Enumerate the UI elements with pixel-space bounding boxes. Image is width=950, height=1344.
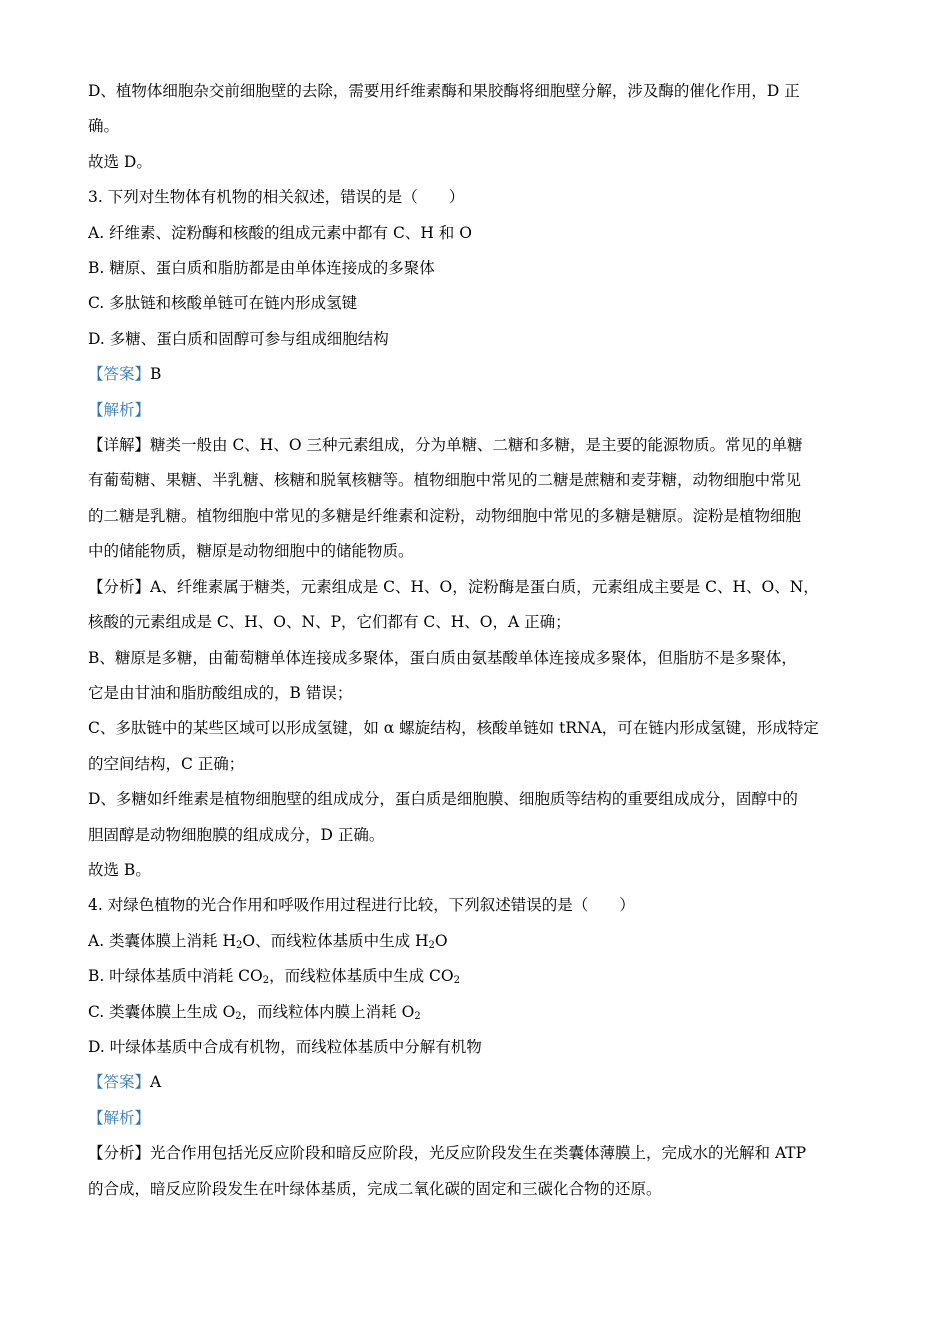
q3-answer xyxy=(88,357,863,392)
analysis-tag: 【解析】 xyxy=(88,1108,151,1127)
answer-tag: 【答案】 xyxy=(88,365,151,384)
q4-stem: 4. 对绿色植物的光合作用和呼吸作用过程进行比较，下列叙述错误的是（ ） xyxy=(88,896,635,915)
q3-option-a: A. 纤维素、淀粉酶和核酸的组成元素中都有 C、H 和 O xyxy=(88,223,472,242)
q3-detail-line: 【详解】糖类一般由 C、H、O 三种元素组成，分为单糖、二糖和多糖，是主要的能源物质。常见的单糖 xyxy=(88,436,803,455)
q2-option-d-explanation-line2: 确。 xyxy=(88,117,120,136)
analysis-label: 【分析】 xyxy=(88,1144,151,1163)
q4-option-c: C. 类囊体膜上生成 $O_2$，而线粒体内膜上消耗 $O_2$ xyxy=(88,1002,421,1022)
q4-option-b: B. 叶绿体基质中消耗 $CO_2$，而线粒体基质中生成 $CO_2$ xyxy=(88,967,460,987)
q2-option-d-explanation-line1: D、植物体细胞杂交前细胞壁的去除，需要用纤维素酶和果胶酶将细胞壁分解，涉及酶的催化作用，D 正 xyxy=(88,82,800,100)
answer-tag: 【答案】 xyxy=(88,1073,151,1092)
q3-option-b: B. 糖原、蛋白质和脂肪都是由单体连接成的多聚体 xyxy=(88,259,435,278)
q3-analysis-line: D、多糖如纤维素是植物细胞壁的组成成分，蛋白质是细胞膜、细胞质等结构的重要组成成分，固醇中的 xyxy=(88,790,798,809)
q3-detail-line: 中的储能物质，糖原是动物细胞中的储能物质。 xyxy=(88,542,414,561)
detail-tag: 【详解】 xyxy=(88,436,151,455)
q3-analysis-line: 的空间结构，C 正确； xyxy=(88,754,245,773)
q3-analysis-line: C、多肽链中的某些区域可以形成氢键，如 α 螺旋结构，核酸单链如 tRNA，可在链内形成氢键，形成特定 xyxy=(88,719,819,738)
q3-option-d: D. 多糖、蛋白质和固醇可参与组成细胞结构 xyxy=(88,329,389,348)
analysis-tag: 【解析】 xyxy=(88,400,151,419)
q3-stem: 3. 下列对生物体有机物的相关叙述，错误的是（ ） xyxy=(88,188,465,207)
q4-analysis-line: 【分析】光合作用包括光反应阶段和暗反应阶段，光反应阶段发生在类囊体薄膜上，完成水的光解和 ATP xyxy=(88,1144,807,1163)
q4-answer-value: A xyxy=(150,1073,162,1092)
analysis-label: 【分析】 xyxy=(88,577,151,596)
q3-answer-value: B xyxy=(150,365,162,384)
q3-analysis-heading xyxy=(88,393,863,428)
q3-analysis-line: 它是由甘油和脂肪酸组成的，B 错误； xyxy=(88,683,353,702)
q3-analysis-line: B、糖原是多糖，由葡萄糖单体连接成多聚体，蛋白质由氨基酸单体连接成多聚体，但脂肪不是多聚体， xyxy=(88,648,797,667)
q3-option-c: C. 多肽链和核酸单链可在链内形成氢键 xyxy=(88,294,358,313)
q2-choice: 故选 D。 xyxy=(88,152,152,171)
q3-analysis-line: 胆固醇是动物细胞膜的组成成分，D 正确。 xyxy=(88,825,385,844)
q3-analysis-line: 【分析】A、纤维素属于糖类，元素组成是 C、H、O，淀粉酶是蛋白质，元素组成主要是 C、H、O、N， xyxy=(88,577,819,596)
q3-detail-line: 有葡萄糖、果糖、半乳糖、核糖和脱氧核糖等。植物细胞中常见的二糖是蔗糖和麦芽糖，动物细胞中常见 xyxy=(88,471,802,490)
document-page xyxy=(88,74,863,1207)
q3-detail-line: 的二糖是乳糖。植物细胞中常见的多糖是纤维素和淀粉，动物细胞中常见的多糖是糖原。淀粉是植物细胞 xyxy=(88,506,802,525)
q3-analysis-line: 核酸的元素组成是 C、H、O、N、P，它们都有 C、H、O，A 正确； xyxy=(88,613,571,632)
q4-option-d: D. 叶绿体基质中合成有机物，而线粒体基质中分解有机物 xyxy=(88,1037,482,1056)
q4-analysis-line: 的合成，暗反应阶段发生在叶绿体基质，完成二氧化碳的固定和三碳化合物的还原。 xyxy=(88,1179,662,1198)
q3-choice: 故选 B。 xyxy=(88,860,151,879)
q4-option-a: A. 类囊体膜上消耗 $H_2O$、而线粒体基质中生成 $H_2O$ xyxy=(88,931,448,951)
q4-analysis-heading xyxy=(88,1101,863,1136)
q4-answer xyxy=(88,1065,863,1100)
